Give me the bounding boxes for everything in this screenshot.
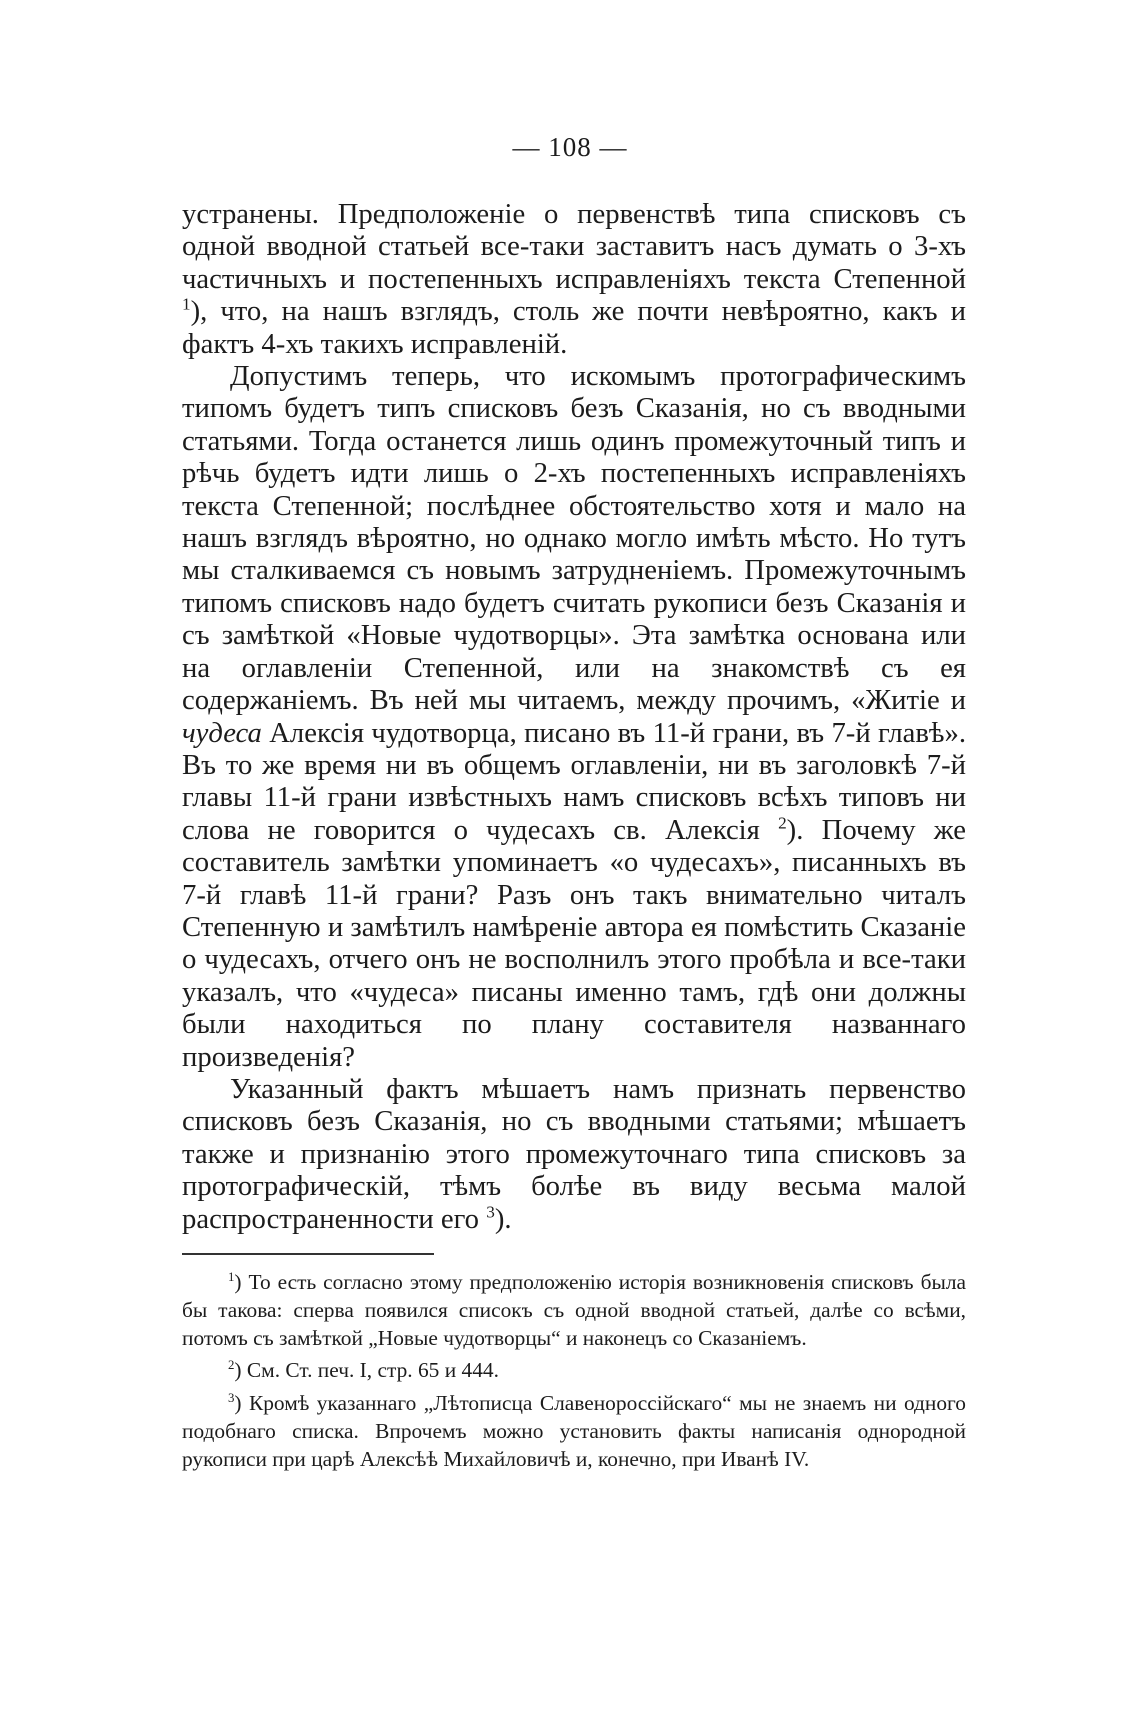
footnote-2: [182, 1357, 966, 1385]
footnote-2-text: ) См. Ст. печ. I, стр. 65 и 444.: [234, 1358, 499, 1383]
footnote-2-mark: 2: [228, 1358, 235, 1373]
paragraph-3-text-a: Указанный фактъ мѣшаетъ намъ признать первенство списковъ безъ Сказанія, но съ вводными статьями; мѣшаетъ также и признанію этого промежуточнаго типа списковъ за протографическій, тѣмъ болѣе въ виду весьма малой распространенности его: [182, 1072, 966, 1235]
main-text: [182, 198, 966, 1235]
paragraph-3-text-b: ).: [494, 1202, 512, 1235]
paragraph-3: [182, 1073, 966, 1235]
paragraph-2-italic: чудеса: [182, 716, 262, 749]
footnote-divider: [182, 1253, 434, 1255]
footnote-1-text: ) То есть согласно этому предположенію исторія возникновенія списковъ была бы такова: сперва появился списокъ съ одной вводной статьей, далѣе со всѣми, потомъ съ замѣткой „Новые чудотворцы“ и наконецъ со Сказаніемъ.: [182, 1270, 966, 1350]
paragraph-2: [182, 360, 966, 1073]
footnote-ref-3: 3: [486, 1202, 495, 1222]
footnotes: [182, 1269, 966, 1474]
paragraph-2-text-b: Алексія чудотворца, писано въ 11-й грани, въ 7-й главѣ». Въ то же время ни въ общемъ оглавленіи, ни въ заголовкѣ 7-й главы 11-й грани извѣстныхъ намъ списковъ всѣхъ типовъ ни слова не говорится о чудесахъ св. Алексія: [182, 716, 966, 846]
paragraph-2-text-a: Допустимъ теперь, что искомымъ протографическимъ типомъ будетъ типъ списковъ безъ Сказанія, но съ вводными статьями. Тогда останется лишь одинъ промежуточный типъ и рѣчь будетъ идти лишь о 2-хъ постепенныхъ исправленіяхъ текста Степенной; послѣднее обстоятельство хотя и мало на нашъ взглядъ вѣроятно, но однако могло имѣть мѣсто. Но тутъ мы сталкиваемся съ новымъ затрудненіемъ. Промежуточнымъ типомъ списковъ надо будетъ считать рукописи безъ Сказанія и съ замѣткой «Новые чудотворцы». Эта замѣтка основана или на оглавленіи Степенной, или на знакомствѣ съ ея содержаніемъ. Въ ней мы читаемъ, между прочимъ, «Житіе и: [182, 360, 966, 717]
footnote-1-mark: 1: [228, 1269, 235, 1284]
footnote-1: [182, 1269, 966, 1352]
text-block: [182, 198, 966, 1474]
paragraph-1: [182, 198, 966, 360]
footnote-ref-1: 1: [182, 294, 191, 314]
paragraph-1-text-a: устранены. Предположеніе о первенствѣ типа списковъ съ одной вводной статьей все-таки заставитъ насъ думать о 3-хъ частичныхъ и постепенныхъ исправленіяхъ текста Степенной: [182, 198, 966, 295]
paragraph-2-text-c: ). Почему же составитель замѣтки упоминаетъ «о чудесахъ», писанныхъ въ 7-й главѣ 11-й грани? Разъ онъ такъ внимательно читалъ Степенную и замѣтилъ намѣреніе автора ея помѣстить Сказаніе о чудесахъ, отчего онъ не восполнилъ этого пробѣла и все-таки указалъ, что «чудеса» писаны именно тамъ, гдѣ они должны были находиться по плану составителя названнаго произведенія?: [182, 813, 966, 1073]
footnote-ref-2: 2: [778, 813, 787, 833]
page-number: — 108 —: [512, 132, 628, 162]
footnote-3-text: ) Кромѣ указаннаго „Лѣтописца Славенороссійскаго“ мы не знаемъ ни одного подобнаго списка. Впрочемъ можно установить факты написанія однородной рукописи при царѣ Алексѣѣ Михайловичѣ и, конечно, при Иванѣ IV.: [182, 1391, 966, 1471]
paragraph-1-text-b: ), что, на нашъ взглядъ, столь же почти невѣроятно, какъ и фактъ 4-хъ такихъ исправленій.: [182, 295, 966, 360]
footnote-3: [182, 1390, 966, 1473]
footnote-3-mark: 3: [228, 1391, 235, 1406]
